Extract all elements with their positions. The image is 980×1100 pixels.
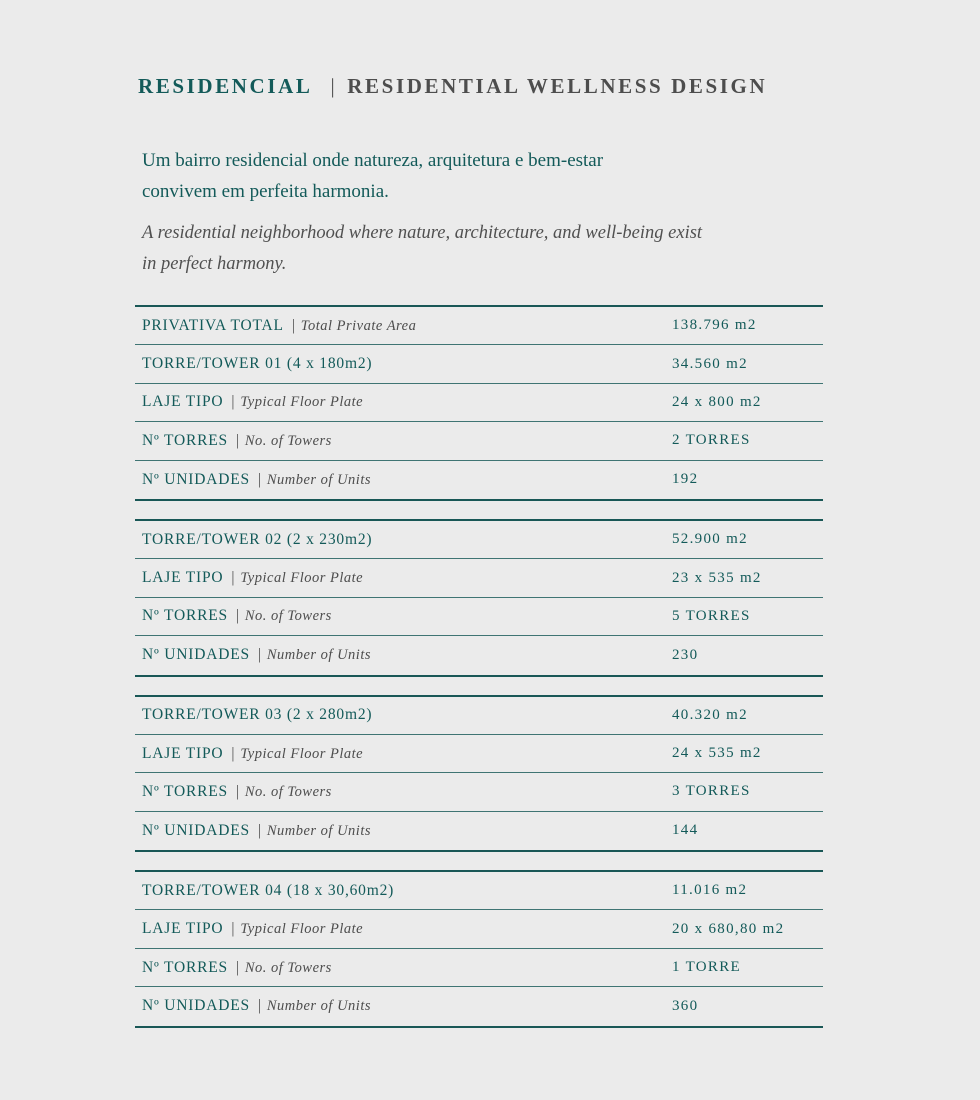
spec-value: 24 x 800 m2 <box>672 393 762 410</box>
spec-row <box>135 345 823 383</box>
intro-en-line-2: in perfect harmony. <box>142 254 287 274</box>
intro-english <box>142 218 782 280</box>
header-separator: | <box>330 74 338 98</box>
spec-value: 52.900 m2 <box>672 531 748 548</box>
spec-label-en: Number of Units <box>266 647 371 664</box>
spec-row <box>135 559 823 597</box>
spec-row <box>135 697 823 735</box>
spec-label-pt: Nº TORRES <box>142 958 228 976</box>
spec-row <box>135 910 823 948</box>
spec-block-4 <box>135 870 823 1028</box>
spec-value: 138.796 m2 <box>672 317 757 334</box>
spec-value: 20 x 680,80 m2 <box>672 920 785 937</box>
spec-block-1 <box>135 305 823 501</box>
spec-label-en: Typical Floor Plate <box>240 394 364 411</box>
spec-row <box>135 636 823 674</box>
spec-value: 24 x 535 m2 <box>672 745 762 762</box>
spec-label <box>142 706 372 724</box>
spec-label-pt: PRIVATIVA TOTAL <box>142 316 284 334</box>
spec-block-3 <box>135 695 823 853</box>
intro-en-line-1: A residential neighborhood where nature, architecture, and well-being exist <box>142 223 703 243</box>
spec-label-en: Number of Units <box>266 822 371 839</box>
spec-row <box>135 773 823 811</box>
spec-row <box>135 384 823 422</box>
spec-value: 360 <box>672 997 699 1014</box>
spec-label <box>142 432 332 450</box>
specifications-table <box>135 305 823 1046</box>
spec-label <box>142 822 371 840</box>
spec-label-en: No. of Towers <box>244 783 332 800</box>
spec-label-separator: | <box>257 646 262 664</box>
spec-label-en: Total Private Area <box>300 317 417 334</box>
intro-pt-line-1: Um bairro residencial onde natureza, arquitetura e bem-estar <box>142 150 604 171</box>
spec-value: 34.560 m2 <box>672 355 748 372</box>
spec-label-separator: | <box>257 470 262 488</box>
spec-label-separator: | <box>257 821 262 839</box>
spec-value: 23 x 535 m2 <box>672 569 762 586</box>
spec-label-pt: LAJE TIPO <box>142 744 224 762</box>
spec-value: 1 TORRE <box>672 959 741 976</box>
spec-label <box>142 355 372 373</box>
spec-label <box>142 920 363 938</box>
spec-label-pt: Nº UNIDADES <box>142 470 250 488</box>
spec-label-en: Typical Floor Plate <box>240 921 364 938</box>
spec-label <box>142 607 332 625</box>
spec-label-en: Number of Units <box>266 471 371 488</box>
spec-label-separator: | <box>231 920 236 938</box>
spec-label-en: No. of Towers <box>244 432 332 449</box>
spec-label <box>142 745 363 763</box>
spec-label-pt: TORRE/TOWER 04 (18 x 30,60m2) <box>142 881 395 899</box>
spec-label-separator: | <box>235 431 240 449</box>
spec-label-separator: | <box>235 607 240 625</box>
spec-value: 230 <box>672 646 699 663</box>
header-title-primary: RESIDENCIAL <box>138 74 313 98</box>
spec-label <box>142 959 332 977</box>
spec-label-en: No. of Towers <box>244 959 332 976</box>
spec-label-separator: | <box>235 782 240 800</box>
spec-row <box>135 598 823 636</box>
spec-label-pt: LAJE TIPO <box>142 569 224 587</box>
spec-value: 192 <box>672 471 699 488</box>
spec-label-pt: LAJE TIPO <box>142 393 224 411</box>
spec-label-pt: Nº TORRES <box>142 782 228 800</box>
spec-row <box>135 949 823 987</box>
spec-label-pt: TORRE/TOWER 01 (4 x 180m2) <box>142 355 373 373</box>
spec-value: 144 <box>672 822 699 839</box>
spec-label-pt: Nº TORRES <box>142 431 228 449</box>
spec-label-separator: | <box>231 744 236 762</box>
spec-label-pt: Nº TORRES <box>142 607 228 625</box>
spec-label-pt: LAJE TIPO <box>142 920 224 938</box>
spec-row <box>135 872 823 910</box>
intro-portuguese <box>142 145 782 207</box>
spec-block-2 <box>135 519 823 677</box>
section-header <box>138 74 767 99</box>
spec-label <box>142 646 371 664</box>
spec-row <box>135 307 823 345</box>
spec-row <box>135 812 823 850</box>
spec-label-pt: Nº UNIDADES <box>142 997 250 1015</box>
spec-label-separator: | <box>291 316 296 334</box>
spec-row <box>135 422 823 460</box>
spec-label-en: Typical Floor Plate <box>240 745 364 762</box>
intro-pt-line-2: convivem em perfeita harmonia. <box>142 181 389 202</box>
spec-label-separator: | <box>235 958 240 976</box>
spec-label <box>142 317 416 335</box>
spec-label <box>142 783 332 801</box>
spec-label-en: Number of Units <box>266 998 371 1015</box>
spec-label-pt: TORRE/TOWER 02 (2 x 230m2) <box>142 530 373 548</box>
spec-label-en: No. of Towers <box>244 608 332 625</box>
spec-value: 40.320 m2 <box>672 706 748 723</box>
spec-row <box>135 461 823 499</box>
spec-row <box>135 735 823 773</box>
spec-value: 11.016 m2 <box>672 882 748 899</box>
spec-label-separator: | <box>231 569 236 587</box>
spec-value: 5 TORRES <box>672 607 751 624</box>
spec-label-pt: Nº UNIDADES <box>142 646 250 664</box>
spec-label-separator: | <box>257 997 262 1015</box>
spec-label-pt: Nº UNIDADES <box>142 821 250 839</box>
spec-label <box>142 569 363 587</box>
spec-row <box>135 987 823 1025</box>
spec-label <box>142 882 394 900</box>
spec-label <box>142 393 363 411</box>
spec-label <box>142 997 371 1015</box>
header-title-secondary: RESIDENTIAL WELLNESS DESIGN <box>347 74 768 98</box>
spec-label-separator: | <box>231 393 236 411</box>
spec-row <box>135 521 823 559</box>
spec-label-pt: TORRE/TOWER 03 (2 x 280m2) <box>142 706 373 724</box>
spec-label <box>142 531 372 549</box>
spec-value: 2 TORRES <box>672 432 751 449</box>
spec-label-en: Typical Floor Plate <box>240 570 364 587</box>
spec-value: 3 TORRES <box>672 783 751 800</box>
spec-label <box>142 471 371 489</box>
